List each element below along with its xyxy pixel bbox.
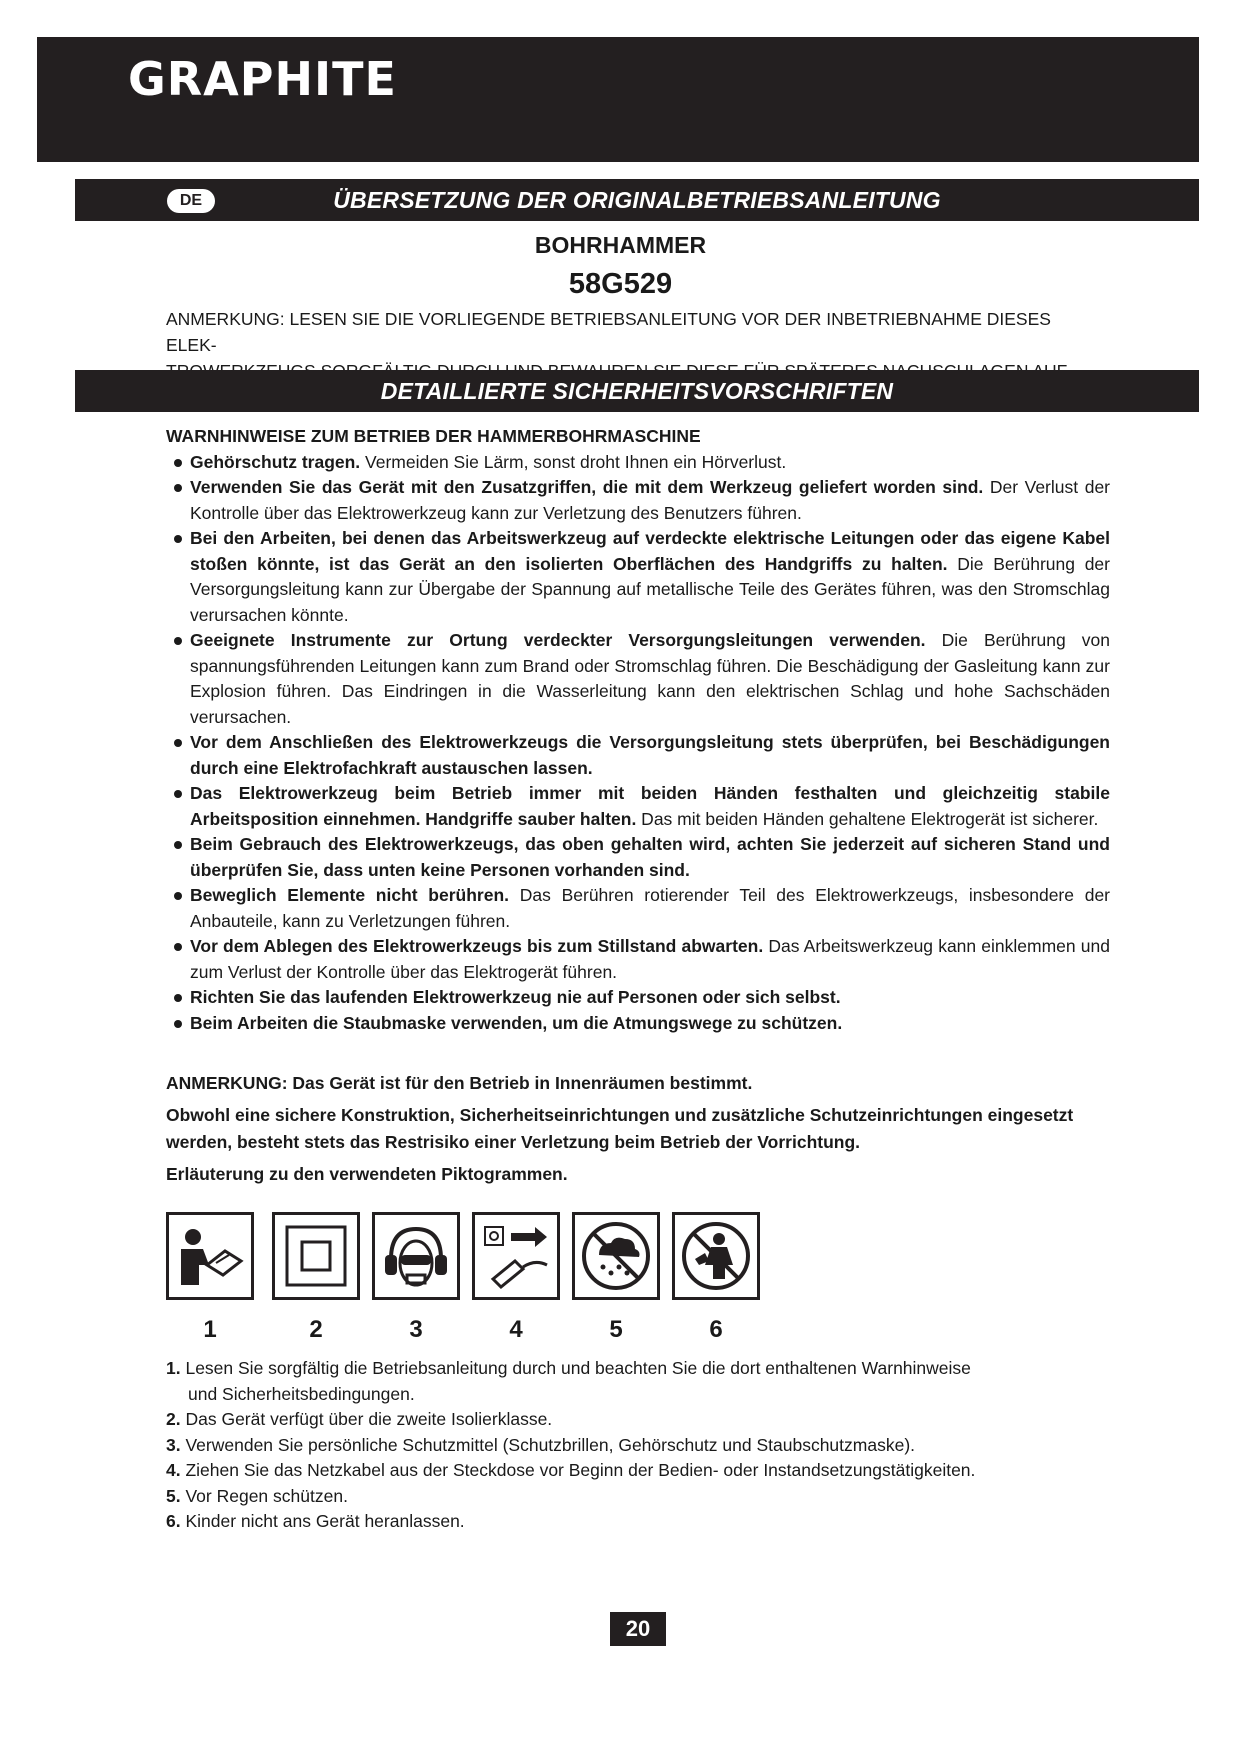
warning-bold: Vor dem Ablegen des Elektrowerkzeugs bis zum Stillstand abwarten. <box>190 936 764 956</box>
legend-item <box>166 1484 1110 1510</box>
warning-bold: Richten Sie das laufenden Elektrowerkzeug nie auf Personen oder sich selbst. <box>190 987 841 1007</box>
graphite-logo: GRAPHITE <box>128 52 397 106</box>
warning-bold: Das Elektrowerkzeug beim Betrieb immer mit beiden Händen festhalten und gleichzeitig stabile Arbeitsposition einnehmen. Handgriffe sauber halten. <box>190 783 1110 829</box>
warning-item <box>190 1011 1110 1037</box>
product-name: BOHRHAMMER <box>534 232 707 258</box>
warning-item <box>190 883 1110 934</box>
section-bar <box>75 370 1199 412</box>
legend-number: 2. <box>166 1409 181 1429</box>
residual-risk: Obwohl eine sichere Konstruktion, Sicherheitseinrichtungen und zusätzliche Schutzeinrichtungen eingesetzt werden, besteht stets das Restrisiko einer Verletzung beim Betrieb der Vorrichtung. <box>166 1105 1074 1152</box>
warning-bold: Bei den Arbeiten, bei denen das Arbeitswerkzeug auf verdeckte elektrische Leitungen oder das eigene Kabel stoßen könnte, ist das Gerät an den isolierten Oberflächen des Handgriffs zu halten. <box>190 528 1110 574</box>
legend-item <box>166 1356 1110 1382</box>
pictogram-number: 6 <box>709 1316 723 1343</box>
legend-item <box>166 1433 1110 1459</box>
legend-text: Ziehen Sie das Netzkabel aus der Steckdose vor Beginn der Bedien- oder Instandsetzungstätigkeiten. <box>180 1460 976 1480</box>
warning-bold: Beim Arbeiten die Staubmaske verwenden, um die Atmungswege zu schützen. <box>190 1012 843 1033</box>
no-rain-icon <box>572 1212 660 1300</box>
pictogram-number: 2 <box>309 1316 323 1343</box>
warning-item <box>190 985 1110 1011</box>
warning-text: Die Berührung von spannungsführenden Leitungen kann zum Brand oder Stromschlag führen. Die Beschädigung der Gasleitung kann zur Explosion führen. Das Eindringen in die Wasserleitung kann den elektrischen Schlag und hohe Sachschäden verursachen. <box>190 630 1110 727</box>
warnings-list <box>166 450 1110 1037</box>
warning-text: Das Berühren rotierender Teil des Elektrowerkzeugs, insbesondere der Anbauteile, kann zu Verletzungen führen. <box>190 885 1110 931</box>
warning-item <box>190 832 1110 883</box>
legend-item <box>166 1458 1110 1484</box>
warning-bold: Vor dem Anschließen des Elektrowerkzeugs die Versorgungsleitung stets überprüfen, bei Beschädigungen durch eine Elektrofachkraft austauschen lassen. <box>190 732 1110 778</box>
pictogram-intro: Erläuterung zu den verwendeten Piktogrammen. <box>166 1164 568 1184</box>
warning-text: Das Arbeitswerkzeug kann einklemmen und zum Verlust der Kontrolle über das Elektrogerät führen. <box>190 936 1110 982</box>
safety-warnings <box>166 424 1110 1036</box>
legend-item <box>166 1407 1110 1433</box>
section-title: DETAILLIERTE SICHERHEITSVORSCHRIFTEN <box>380 378 894 404</box>
warning-text: Das mit beiden Händen gehaltene Elektrogerät ist sicherer. <box>636 808 1099 829</box>
read-manual-icon <box>166 1212 254 1300</box>
page-number: 20 <box>610 1612 666 1646</box>
warning-text: Der Verlust der Kontrolle über das Elektrowerkzeug kann zur Verletzung des Benutzers führen. <box>190 477 1111 523</box>
legend-text: Lesen Sie sorgfältig die Betriebsanleitung durch und beachten Sie die dort enthaltenen Warnhinweise <box>180 1358 971 1378</box>
pictogram-legend <box>166 1356 1110 1535</box>
legend-text: Das Gerät verfügt über die zweite Isolierklasse. <box>180 1409 553 1429</box>
legend-text: Kinder nicht ans Gerät heranlassen. <box>180 1511 465 1531</box>
pictogram-number: 1 <box>203 1316 217 1343</box>
warning-item <box>190 628 1110 730</box>
legend-text: Verwenden Sie persönliche Schutzmittel (Schutzbrillen, Gehörschutz und Staubschutzmaske). <box>180 1434 916 1455</box>
warning-item <box>190 730 1110 781</box>
warning-item <box>190 475 1110 526</box>
warnings-heading: WARNHINWEISE ZUM BETRIEB DER HAMMERBOHRMASCHINE <box>166 426 701 446</box>
double-insulation-icon <box>272 1212 360 1300</box>
reading-note-line-1: ANMERKUNG: LESEN SIE DIE VORLIEGENDE BETRIEBSANLEITUNG VOR DER INBETRIEBNAHME DIESES ELEK- <box>166 309 1051 355</box>
model-number: 58G529 <box>568 268 673 300</box>
title-bar <box>75 179 1199 221</box>
language-badge: DE <box>167 189 215 213</box>
unplug-icon <box>472 1212 560 1300</box>
warning-text: Die Berührung der Versorgungsleitung kann zur Übergabe der Spannung auf metallische Teile des Gerätes führen, was den Stromschlag verursachen könnte. <box>190 553 1110 625</box>
legend-number: 4. <box>166 1460 181 1480</box>
protective-equipment-icon <box>372 1212 460 1300</box>
legend-number: 5. <box>166 1485 181 1506</box>
document-title: ÜBERSETZUNG DER ORIGINALBETRIEBSANLEITUNG <box>333 187 941 213</box>
warning-bold: Geeignete Instrumente zur Ortung verdeckter Versorgungsleitungen verwenden. <box>190 630 926 650</box>
legend-item-continued: und Sicherheitsbedingungen. <box>188 1383 415 1404</box>
legend-number: 1. <box>166 1358 181 1378</box>
warning-item <box>190 934 1110 985</box>
warning-text: Vermeiden Sie Lärm, sonst droht Ihnen ein Hörverlust. <box>360 451 787 472</box>
pictogram-number: 4 <box>509 1316 523 1343</box>
warning-bold: Beweglich Elemente nicht berühren. <box>190 885 510 905</box>
legend-number: 3. <box>166 1434 181 1455</box>
warning-item <box>190 450 1110 476</box>
warning-item <box>190 781 1110 832</box>
legend-text: Vor Regen schützen. <box>180 1485 348 1506</box>
indoor-note: ANMERKUNG: Das Gerät ist für den Betrieb in Innenräumen bestimmt. <box>166 1073 753 1093</box>
no-children-icon <box>672 1212 760 1300</box>
pictogram-number: 5 <box>609 1316 623 1343</box>
warning-bold: Verwenden Sie das Gerät mit den Zusatzgriffen, die mit dem Werkzeug geliefert worden sind. <box>190 477 984 497</box>
legend-number: 6. <box>166 1511 181 1531</box>
pictogram-number: 3 <box>409 1316 423 1343</box>
warning-bold: Gehörschutz tragen. <box>190 451 361 472</box>
warning-item <box>190 526 1110 628</box>
warning-bold: Beim Gebrauch des Elektrowerkzeugs, das oben gehalten wird, achten Sie jederzeit auf sicheren Stand und überprüfen Sie, dass unten keine Personen vorhanden sind. <box>190 834 1110 880</box>
legend-item <box>166 1509 1110 1535</box>
